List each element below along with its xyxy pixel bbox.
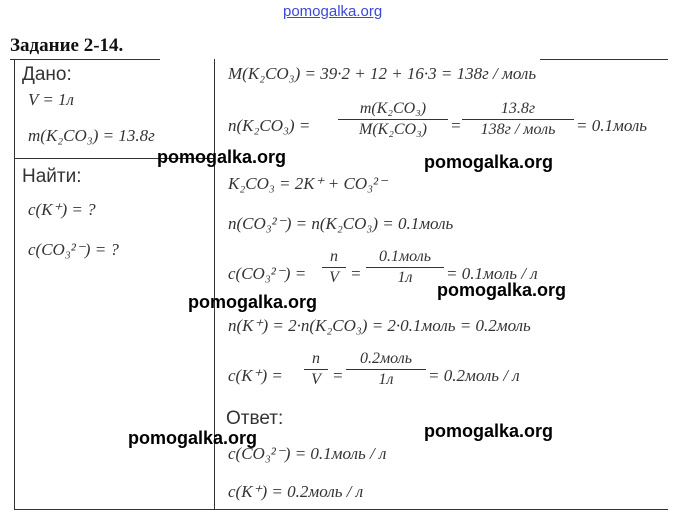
table-left-border	[14, 59, 15, 510]
moles-result: = 0.1моль	[576, 116, 648, 135]
moles-equation-left: n(K₂CO₃) =	[228, 116, 311, 135]
find-carbonate: c(CO₃²⁻) = ?	[28, 240, 119, 259]
fraction-denominator: 138г / моль	[480, 121, 556, 138]
fraction-denominator: M(K₂CO₃)	[358, 121, 427, 138]
fraction-denominator: 1л	[397, 269, 413, 286]
carbonate-conc-left: c(CO₃²⁻) =	[228, 264, 307, 283]
equals-sign: =	[450, 116, 462, 135]
dissociation-equation: K₂CO₃ = 2K⁺ + CO₃²⁻	[228, 174, 388, 193]
molar-mass-equation: M(K₂CO₃) = 39·2 + 12 + 16·3 = 138г / моль	[228, 64, 537, 83]
fraction-numerator: 0.1моль	[378, 248, 432, 265]
equals-sign: =	[332, 366, 344, 385]
moles-fraction-1	[338, 100, 448, 139]
table-bottom-border	[14, 509, 668, 510]
watermark: pomogalka.org	[188, 292, 318, 312]
moles-fraction-2	[462, 100, 574, 139]
site-link[interactable]: pomogalka.org	[283, 3, 383, 20]
watermark: pomogalka.org	[437, 280, 567, 300]
fraction-numerator: m(K₂CO₃)	[359, 100, 427, 117]
carbonate-conc-result: = 0.1моль / л	[446, 264, 538, 283]
fraction-numerator: n	[312, 350, 320, 367]
equals-sign: =	[350, 264, 362, 283]
answer-carbonate: c(CO₃²⁻) = 0.1моль / л	[228, 444, 387, 463]
top-rule-right	[540, 59, 668, 60]
find-potassium: c(K⁺) = ?	[28, 200, 96, 219]
answer-heading: Ответ:	[226, 408, 284, 429]
potassium-moles-equation: n(K⁺) = 2·n(K₂CO₃) = 2·0.1моль = 0.2моль	[228, 316, 531, 335]
potassium-conc-left: c(K⁺) =	[228, 366, 283, 385]
find-heading: Найти:	[22, 166, 82, 187]
given-heading: Дано:	[22, 64, 72, 85]
conc-fraction-1	[322, 248, 346, 287]
fraction-denominator: 1л	[378, 371, 394, 388]
fraction-numerator: n	[330, 248, 338, 265]
watermark: pomogalka.org	[424, 152, 554, 172]
potassium-conc-result: = 0.2моль / л	[428, 366, 520, 385]
watermark: pomogalka.org	[157, 147, 287, 167]
title-underline	[10, 59, 160, 60]
fraction-denominator: V	[311, 371, 321, 388]
watermark: pomogalka.org	[424, 421, 554, 441]
conc-fraction-1	[304, 350, 328, 389]
fraction-numerator: 13.8г	[500, 100, 536, 117]
fraction-numerator: 0.2моль	[359, 350, 413, 367]
carbonate-moles-equation: n(CO₃²⁻) = n(K₂CO₃) = 0.1моль	[228, 214, 454, 233]
given-mass: m(K₂CO₃) = 13.8г	[28, 126, 155, 145]
given-volume: V = 1л	[28, 90, 74, 109]
conc-fraction-2	[366, 248, 444, 287]
conc-fraction-2	[346, 350, 426, 389]
task-title: Задание 2-14.	[10, 35, 124, 56]
answer-potassium: c(K⁺) = 0.2моль / л	[228, 482, 364, 501]
watermark: pomogalka.org	[128, 428, 258, 448]
fraction-denominator: V	[329, 269, 339, 286]
